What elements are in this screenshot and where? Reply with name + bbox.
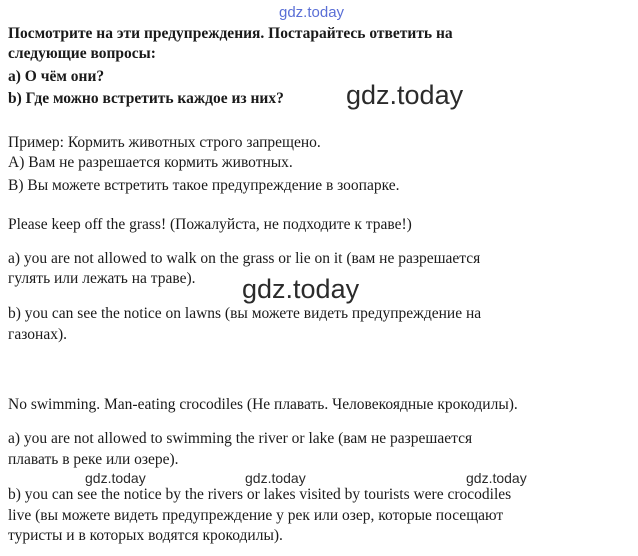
watermark-small-2: gdz.today [245, 470, 306, 486]
example-line-1: Пример: Кормить животных строго запрещено. [8, 134, 321, 151]
notice2-title: No swimming. Man-eating crocodiles (Не плавать. Человекоядные крокодилы). [8, 396, 518, 413]
question-a: а) О чём они? [8, 68, 105, 85]
notice1-title: Please keep off the grass! (Пожалуйста, не подходите к траве!) [8, 216, 412, 233]
task-line-2: следующие вопросы: [8, 45, 156, 62]
watermark-mid-1: gdz.today [346, 80, 464, 110]
notice1-answer-b-line-1: b) you can see the notice on lawns (вы можете видеть предупреждение на [8, 305, 482, 322]
notice2-answer-b-line-3: туристы и в которых водятся крокодилы). [8, 527, 283, 544]
notice1-answer-b-line-2: газонах). [8, 326, 67, 343]
watermark-small-1: gdz.today [85, 470, 146, 486]
task-line-1: Посмотрите на эти предупреждения. Постарайтесь ответить на [8, 25, 453, 42]
watermark-top: gdz.today [279, 4, 345, 21]
notice1-answer-a-line-2: гулять или лежать на траве). [8, 270, 196, 287]
question-b: b) Где можно встретить каждое из них? [8, 90, 284, 107]
watermark-mid-2: gdz.today [242, 274, 360, 304]
notice2-answer-a-line-2: плавать в реке или озере). [8, 451, 179, 468]
notice2-answer-b-line-2: live (вы можете видеть предупреждение у рек или озер, которые посещают [8, 507, 504, 524]
example-line-2: А) Вам не разрешается кормить животных. [8, 154, 293, 171]
example-line-3: В) Вы можете встретить такое предупреждение в зоопарке. [8, 177, 400, 194]
notice2-answer-b-line-1: b) you can see the notice by the rivers or lakes visited by tourists were crocodiles [8, 486, 512, 503]
notice1-answer-a-line-1: a) you are not allowed to walk on the grass or lie on it (вам не разрешается [8, 250, 481, 267]
watermark-small-3: gdz.today [466, 470, 527, 486]
notice2-answer-a-line-1: a) you are not allowed to swimming the river or lake (вам не разрешается [8, 430, 473, 447]
